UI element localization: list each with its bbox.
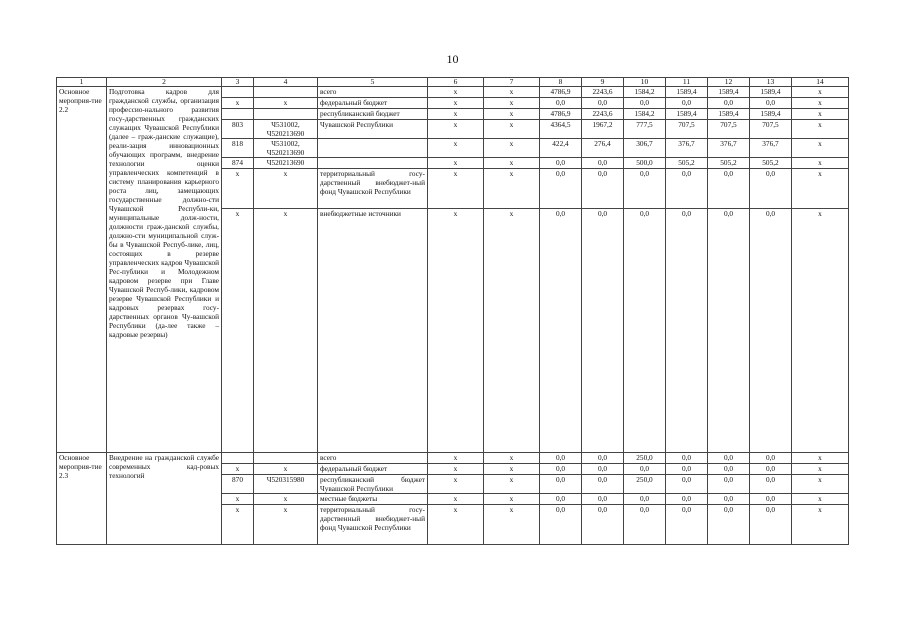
value-cell: x bbox=[428, 139, 484, 158]
value-cell: x bbox=[428, 158, 484, 169]
value-cell: x bbox=[484, 464, 540, 475]
amount-cell: 0,0 bbox=[540, 475, 582, 494]
value-cell: x bbox=[484, 158, 540, 169]
amount-cell: 4786,9 bbox=[540, 109, 582, 120]
value-cell: x bbox=[792, 120, 849, 139]
funding-source-cell: территориальный госу-дарственный внебюджет-ный фонд Чувашской Республики bbox=[318, 505, 428, 545]
budget-code-cell: x bbox=[222, 494, 254, 505]
target-article-cell: Ч531002, Ч520213690 bbox=[254, 139, 318, 158]
amount-cell: 0,0 bbox=[750, 505, 792, 545]
amount-cell: 1589,4 bbox=[708, 109, 750, 120]
budget-code-cell: x bbox=[222, 169, 254, 209]
amount-cell: 0,0 bbox=[582, 169, 624, 209]
value-cell: x bbox=[428, 464, 484, 475]
amount-cell: 0,0 bbox=[582, 453, 624, 464]
value-cell: x bbox=[792, 169, 849, 209]
amount-cell: 250,0 bbox=[624, 475, 666, 494]
amount-cell: 0,0 bbox=[750, 98, 792, 109]
value-cell: x bbox=[428, 505, 484, 545]
amount-cell: 1589,4 bbox=[708, 87, 750, 98]
header-cell: 8 bbox=[540, 78, 582, 87]
amount-cell: 250,0 bbox=[624, 453, 666, 464]
measure-number-cell: Основное мероприя-тие 2.2 bbox=[57, 87, 107, 453]
budget-code-cell: 803 bbox=[222, 120, 254, 139]
amount-cell: 0,0 bbox=[624, 464, 666, 475]
value-cell: x bbox=[792, 494, 849, 505]
value-cell: x bbox=[792, 453, 849, 464]
value-cell: x bbox=[484, 169, 540, 209]
value-cell: x bbox=[484, 505, 540, 545]
amount-cell: 1967,2 bbox=[582, 120, 624, 139]
value-cell: x bbox=[792, 505, 849, 545]
amount-cell: 0,0 bbox=[750, 494, 792, 505]
amount-cell: 0,0 bbox=[708, 464, 750, 475]
amount-cell: 0,0 bbox=[540, 98, 582, 109]
amount-cell: 0,0 bbox=[582, 98, 624, 109]
amount-cell: 0,0 bbox=[624, 209, 666, 453]
header-cell: 12 bbox=[708, 78, 750, 87]
value-cell: x bbox=[484, 120, 540, 139]
header-cell: 6 bbox=[428, 78, 484, 87]
amount-cell: 1584,2 bbox=[624, 87, 666, 98]
target-article-cell bbox=[254, 109, 318, 120]
value-cell: x bbox=[484, 475, 540, 494]
header-cell: 11 bbox=[666, 78, 708, 87]
funding-source-cell: федеральный бюджет bbox=[318, 98, 428, 109]
value-cell: x bbox=[484, 453, 540, 464]
amount-cell: 1584,2 bbox=[624, 109, 666, 120]
amount-cell: 0,0 bbox=[750, 209, 792, 453]
amount-cell: 0,0 bbox=[708, 98, 750, 109]
target-article-cell: Ч520213690 bbox=[254, 158, 318, 169]
amount-cell: 0,0 bbox=[582, 475, 624, 494]
funding-source-cell: республиканский бюджет Чувашской Республики bbox=[318, 475, 428, 494]
target-article-cell bbox=[254, 453, 318, 464]
amount-cell: 0,0 bbox=[624, 169, 666, 209]
value-cell: x bbox=[428, 494, 484, 505]
value-cell: x bbox=[428, 98, 484, 109]
value-cell: x bbox=[428, 453, 484, 464]
value-cell: x bbox=[484, 109, 540, 120]
table-body bbox=[57, 78, 849, 545]
funding-source-cell: республиканский бюджет bbox=[318, 109, 428, 120]
amount-cell: 0,0 bbox=[666, 209, 708, 453]
amount-cell: 0,0 bbox=[624, 505, 666, 545]
amount-cell: 777,5 bbox=[624, 120, 666, 139]
amount-cell: 0,0 bbox=[624, 494, 666, 505]
budget-code-cell: 870 bbox=[222, 475, 254, 494]
target-article-cell: Ч520315980 bbox=[254, 475, 318, 494]
measure-number-cell: Основное мероприя-тие 2.3 bbox=[57, 453, 107, 545]
value-cell: x bbox=[428, 209, 484, 453]
budget-code-cell: x bbox=[222, 505, 254, 545]
measure-description-cell: Внедрение на гражданской службе современных кад-ровых технологий bbox=[107, 453, 222, 545]
amount-cell: 707,5 bbox=[750, 120, 792, 139]
value-cell: x bbox=[428, 87, 484, 98]
funding-source-cell: всего bbox=[318, 87, 428, 98]
amount-cell: 0,0 bbox=[624, 98, 666, 109]
target-article-cell: x bbox=[254, 98, 318, 109]
amount-cell: 0,0 bbox=[666, 475, 708, 494]
funding-source-cell: федеральный бюджет bbox=[318, 464, 428, 475]
amount-cell: 0,0 bbox=[582, 158, 624, 169]
funding-source-cell: внебюджетные источники bbox=[318, 209, 428, 453]
amount-cell: 505,2 bbox=[666, 158, 708, 169]
amount-cell: 0,0 bbox=[708, 209, 750, 453]
target-article-cell: x bbox=[254, 464, 318, 475]
amount-cell: 0,0 bbox=[750, 475, 792, 494]
amount-cell: 0,0 bbox=[540, 453, 582, 464]
amount-cell: 276,4 bbox=[582, 139, 624, 158]
amount-cell: 0,0 bbox=[540, 169, 582, 209]
amount-cell: 0,0 bbox=[582, 505, 624, 545]
amount-cell: 376,7 bbox=[708, 139, 750, 158]
amount-cell: 0,0 bbox=[666, 494, 708, 505]
amount-cell: 1589,4 bbox=[666, 109, 708, 120]
amount-cell: 0,0 bbox=[540, 505, 582, 545]
amount-cell: 1589,4 bbox=[750, 109, 792, 120]
amount-cell: 0,0 bbox=[750, 453, 792, 464]
value-cell: x bbox=[792, 139, 849, 158]
amount-cell: 707,5 bbox=[708, 120, 750, 139]
budget-code-cell bbox=[222, 87, 254, 98]
value-cell: x bbox=[428, 475, 484, 494]
table-row bbox=[57, 87, 849, 98]
amount-cell: 0,0 bbox=[708, 169, 750, 209]
amount-cell: 0,0 bbox=[750, 169, 792, 209]
header-cell: 14 bbox=[792, 78, 849, 87]
value-cell: x bbox=[428, 109, 484, 120]
amount-cell: 2243,6 bbox=[582, 87, 624, 98]
amount-cell: 0,0 bbox=[582, 209, 624, 453]
amount-cell: 0,0 bbox=[540, 494, 582, 505]
funding-source-cell: местные бюджеты bbox=[318, 494, 428, 505]
funding-source-cell bbox=[318, 158, 428, 169]
amount-cell: 0,0 bbox=[666, 169, 708, 209]
budget-code-cell: x bbox=[222, 98, 254, 109]
header-cell: 3 bbox=[222, 78, 254, 87]
value-cell: x bbox=[792, 109, 849, 120]
header-cell: 13 bbox=[750, 78, 792, 87]
table-row bbox=[57, 453, 849, 464]
amount-cell: 0,0 bbox=[666, 464, 708, 475]
amount-cell: 0,0 bbox=[708, 475, 750, 494]
measure-description-cell: Подготовка кадров для гражданской службы, организация профессио-нального развития госу-дарственных гражданских служащих Чувашской Республики (далее – граж-данские служащие), реали-зация инновационных обучающих программ, внедрение технологии оценки управленческих компетенций в систему планирования карьерного роста лиц, замещающих государственные должно-сти Чувашской Республи-ки, муниципальные долж-ности, должности граж-данской службы, должно-сти муниципальной служ-бы в Чувашской Респуб-лике, лиц, состоящих в резерве управленческих кадров Чувашской Рес-публики и Молодежном кадровом резерве при Главе Чувашской Респуб-лики, кадровом резерве Чувашской Республики и кадровых резервах госу-дарственных органов Чу-вашской Республики (да-лее также – кадровые резервы) bbox=[107, 87, 222, 453]
page-number: 10 bbox=[446, 52, 459, 66]
header-cell: 5 bbox=[318, 78, 428, 87]
funding-source-cell: территориальный госу-дарственный внебюджет-ный фонд Чувашской Республики bbox=[318, 169, 428, 209]
value-cell: x bbox=[484, 98, 540, 109]
budget-code-cell: x bbox=[222, 209, 254, 453]
value-cell: x bbox=[484, 87, 540, 98]
amount-cell: 0,0 bbox=[582, 494, 624, 505]
funding-source-cell: Чувашской Республики bbox=[318, 120, 428, 139]
amount-cell: 0,0 bbox=[540, 464, 582, 475]
amount-cell: 1589,4 bbox=[750, 87, 792, 98]
amount-cell: 0,0 bbox=[666, 505, 708, 545]
budget-code-cell: 818 bbox=[222, 139, 254, 158]
budget-code-cell bbox=[222, 453, 254, 464]
amount-cell: 0,0 bbox=[750, 464, 792, 475]
budget-table bbox=[56, 77, 849, 545]
header-cell: 10 bbox=[624, 78, 666, 87]
value-cell: x bbox=[428, 169, 484, 209]
amount-cell: 0,0 bbox=[666, 453, 708, 464]
amount-cell: 505,2 bbox=[750, 158, 792, 169]
value-cell: x bbox=[428, 120, 484, 139]
value-cell: x bbox=[484, 139, 540, 158]
budget-code-cell: x bbox=[222, 464, 254, 475]
amount-cell: 422,4 bbox=[540, 139, 582, 158]
target-article-cell: x bbox=[254, 505, 318, 545]
amount-cell: 707,5 bbox=[666, 120, 708, 139]
value-cell: x bbox=[792, 158, 849, 169]
amount-cell: 376,7 bbox=[666, 139, 708, 158]
value-cell: x bbox=[484, 494, 540, 505]
amount-cell: 306,7 bbox=[624, 139, 666, 158]
amount-cell: 1589,4 bbox=[666, 87, 708, 98]
funding-source-cell bbox=[318, 139, 428, 158]
amount-cell: 376,7 bbox=[750, 139, 792, 158]
value-cell: x bbox=[792, 209, 849, 453]
value-cell: x bbox=[792, 464, 849, 475]
header-cell: 4 bbox=[254, 78, 318, 87]
funding-source-cell: всего bbox=[318, 453, 428, 464]
amount-cell: 0,0 bbox=[708, 494, 750, 505]
amount-cell: 2243,6 bbox=[582, 109, 624, 120]
amount-cell: 500,0 bbox=[624, 158, 666, 169]
value-cell: x bbox=[792, 98, 849, 109]
amount-cell: 0,0 bbox=[666, 98, 708, 109]
target-article-cell: Ч531002, Ч520213690 bbox=[254, 120, 318, 139]
amount-cell: 0,0 bbox=[540, 158, 582, 169]
header-cell: 2 bbox=[107, 78, 222, 87]
amount-cell: 505,2 bbox=[708, 158, 750, 169]
value-cell: x bbox=[792, 475, 849, 494]
header-cell: 9 bbox=[582, 78, 624, 87]
amount-cell: 0,0 bbox=[582, 464, 624, 475]
amount-cell: 0,0 bbox=[540, 209, 582, 453]
value-cell: x bbox=[484, 209, 540, 453]
budget-code-cell: 874 bbox=[222, 158, 254, 169]
target-article-cell: x bbox=[254, 209, 318, 453]
amount-cell: 0,0 bbox=[708, 453, 750, 464]
header-cell: 7 bbox=[484, 78, 540, 87]
header-cell: 1 bbox=[57, 78, 107, 87]
target-article-cell bbox=[254, 87, 318, 98]
header-row bbox=[57, 78, 849, 87]
value-cell: x bbox=[792, 87, 849, 98]
amount-cell: 4364,5 bbox=[540, 120, 582, 139]
amount-cell: 0,0 bbox=[708, 505, 750, 545]
amount-cell: 4786,9 bbox=[540, 87, 582, 98]
budget-code-cell bbox=[222, 109, 254, 120]
target-article-cell: x bbox=[254, 169, 318, 209]
target-article-cell: x bbox=[254, 494, 318, 505]
